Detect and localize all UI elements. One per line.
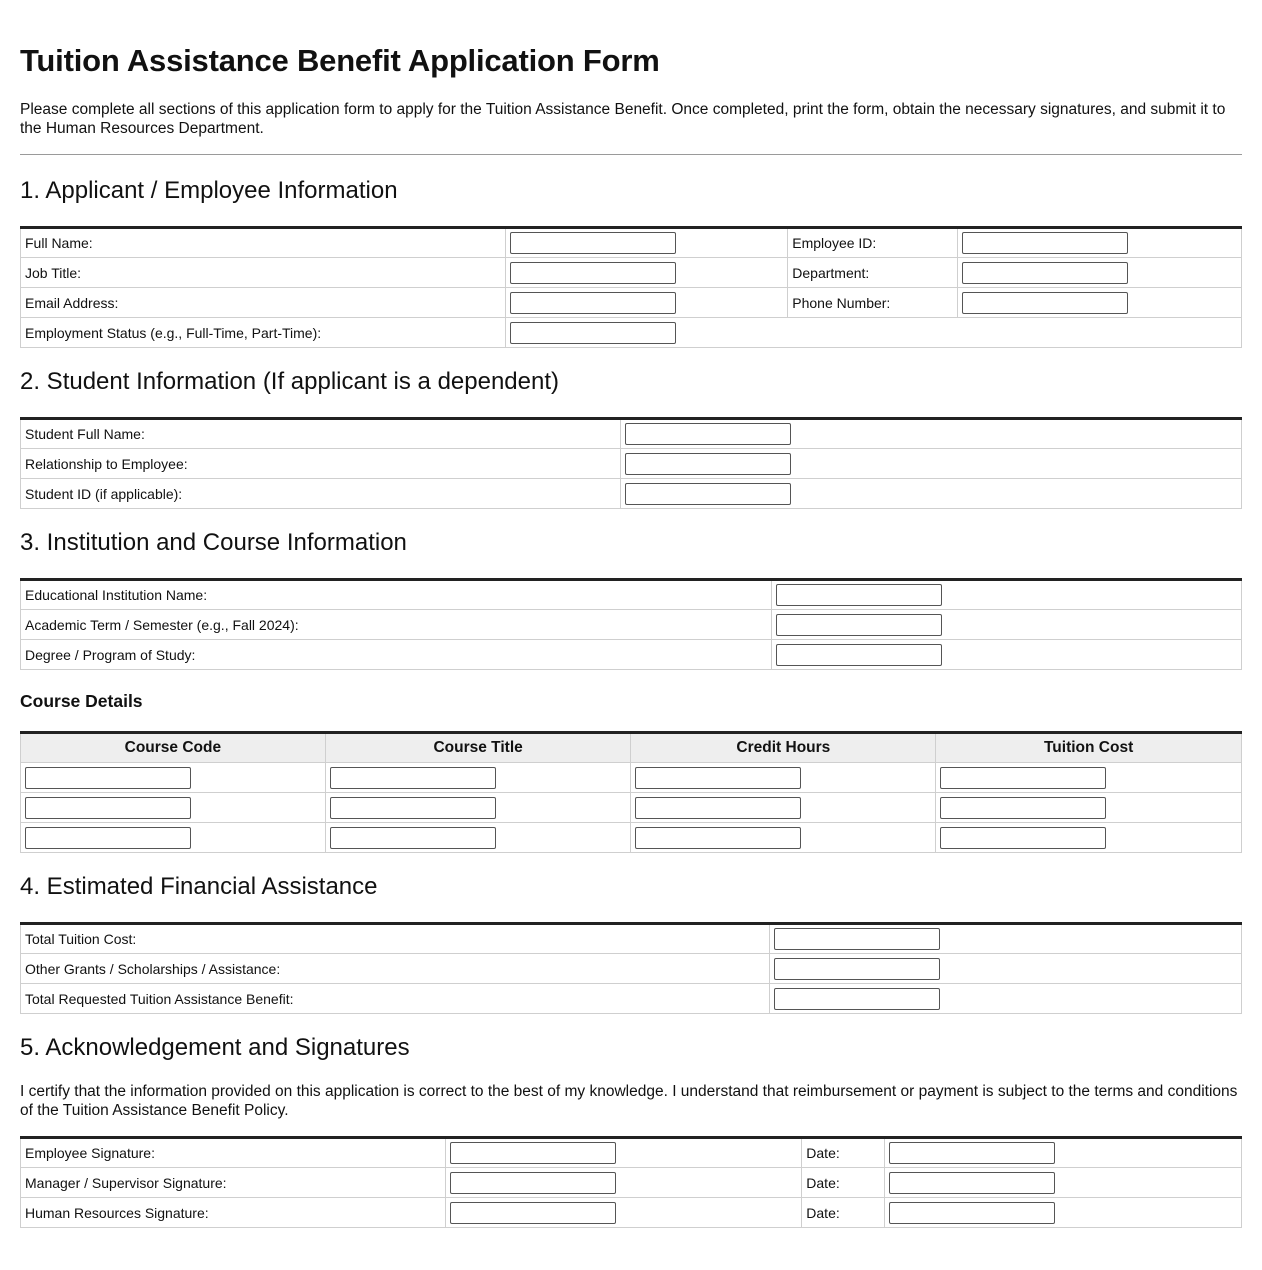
section-5-heading: 5. Acknowledgement and Signatures <box>20 1034 410 1061</box>
course-details-table <box>20 731 1242 853</box>
credit-hours-input[interactable] <box>635 827 801 849</box>
table-row <box>21 954 1242 984</box>
tuition-cost-input[interactable] <box>940 767 1106 789</box>
employee-id-label: Employee ID: <box>788 228 958 258</box>
job-title-input[interactable] <box>510 262 676 284</box>
other-grants-input[interactable] <box>774 958 940 980</box>
section-2-heading: 2. Student Information (If applicant is a dependent) <box>20 368 560 395</box>
section-1-heading: 1. Applicant / Employee Information <box>20 177 398 204</box>
table-row <box>21 984 1242 1014</box>
employment-status-label: Employment Status (e.g., Full-Time, Part-Time): <box>21 318 506 348</box>
hr-signature-input[interactable] <box>450 1202 616 1224</box>
column-header-credit-hours: Credit Hours <box>631 733 936 763</box>
table-row <box>21 640 1242 670</box>
institution-label: Educational Institution Name: <box>21 580 772 610</box>
column-header-course-code: Course Code <box>21 733 326 763</box>
course-code-input[interactable] <box>25 767 191 789</box>
column-header-course-title: Course Title <box>325 733 631 763</box>
employee-signature-input[interactable] <box>450 1142 616 1164</box>
table-row <box>21 1198 1242 1228</box>
student-info-table <box>20 417 1242 509</box>
manager-date-input[interactable] <box>889 1172 1055 1194</box>
total-tuition-cost-label: Total Tuition Cost: <box>21 924 770 954</box>
degree-label: Degree / Program of Study: <box>21 640 772 670</box>
date-label: Date: <box>802 1198 885 1228</box>
total-requested-label: Total Requested Tuition Assistance Benefit: <box>21 984 770 1014</box>
employee-date-input[interactable] <box>889 1142 1055 1164</box>
institution-info-table <box>20 578 1242 670</box>
table-row <box>21 763 1242 793</box>
employee-signature-label: Employee Signature: <box>21 1138 446 1168</box>
student-id-label: Student ID (if applicable): <box>21 479 621 509</box>
credit-hours-input[interactable] <box>635 797 801 819</box>
signatures-table <box>20 1136 1242 1228</box>
table-row <box>21 1168 1242 1198</box>
column-header-tuition-cost: Tuition Cost <box>936 733 1242 763</box>
email-input[interactable] <box>510 292 676 314</box>
table-row <box>21 580 1242 610</box>
table-row <box>21 228 1242 258</box>
hr-signature-label: Human Resources Signature: <box>21 1198 446 1228</box>
hr-date-input[interactable] <box>889 1202 1055 1224</box>
table-row <box>21 823 1242 853</box>
table-row <box>21 793 1242 823</box>
financial-assistance-table <box>20 922 1242 1014</box>
table-row <box>21 479 1242 509</box>
course-title-input[interactable] <box>330 797 496 819</box>
table-row <box>21 1138 1242 1168</box>
table-row <box>21 419 1242 449</box>
relationship-label: Relationship to Employee: <box>21 449 621 479</box>
department-label: Department: <box>788 258 958 288</box>
table-row <box>21 288 1242 318</box>
degree-input[interactable] <box>776 644 942 666</box>
table-row <box>21 924 1242 954</box>
page-title: Tuition Assistance Benefit Application Form <box>20 43 660 78</box>
employee-id-input[interactable] <box>962 232 1128 254</box>
date-label: Date: <box>802 1168 885 1198</box>
course-details-heading: Course Details <box>20 691 143 711</box>
total-tuition-cost-input[interactable] <box>774 928 940 950</box>
other-grants-label: Other Grants / Scholarships / Assistance: <box>21 954 770 984</box>
table-row <box>21 258 1242 288</box>
course-code-input[interactable] <box>25 827 191 849</box>
manager-signature-input[interactable] <box>450 1172 616 1194</box>
full-name-label: Full Name: <box>21 228 506 258</box>
student-name-input[interactable] <box>625 423 791 445</box>
total-requested-input[interactable] <box>774 988 940 1010</box>
term-label: Academic Term / Semester (e.g., Fall 2024): <box>21 610 772 640</box>
email-label: Email Address: <box>21 288 506 318</box>
term-input[interactable] <box>776 614 942 636</box>
student-id-input[interactable] <box>625 483 791 505</box>
section-4-heading: 4. Estimated Financial Assistance <box>20 873 378 900</box>
department-input[interactable] <box>962 262 1128 284</box>
table-row <box>21 449 1242 479</box>
table-header-row <box>21 733 1242 763</box>
manager-signature-label: Manager / Supervisor Signature: <box>21 1168 446 1198</box>
full-name-input[interactable] <box>510 232 676 254</box>
employment-status-input[interactable] <box>510 322 676 344</box>
certification-text: I certify that the information provided on this application is correct to the best of my knowledge. I understand that reimbursement or payment is subject to the terms and conditions of the Tuition Assistance Benefit Policy. <box>20 1083 1238 1119</box>
institution-input[interactable] <box>776 584 942 606</box>
student-name-label: Student Full Name: <box>21 419 621 449</box>
credit-hours-input[interactable] <box>635 767 801 789</box>
course-code-input[interactable] <box>25 797 191 819</box>
relationship-input[interactable] <box>625 453 791 475</box>
tuition-cost-input[interactable] <box>940 827 1106 849</box>
table-row <box>21 610 1242 640</box>
course-title-input[interactable] <box>330 767 496 789</box>
job-title-label: Job Title: <box>21 258 506 288</box>
date-label: Date: <box>802 1138 885 1168</box>
course-title-input[interactable] <box>330 827 496 849</box>
header-divider <box>20 154 1242 155</box>
tuition-cost-input[interactable] <box>940 797 1106 819</box>
phone-input[interactable] <box>962 292 1128 314</box>
form-intro: Please complete all sections of this application form to apply for the Tuition Assistance Benefit. Once completed, print the form, obtain the necessary signatures, and submit it to the Human Resources Department. <box>20 101 1226 137</box>
phone-label: Phone Number: <box>788 288 958 318</box>
section-3-heading: 3. Institution and Course Information <box>20 529 407 556</box>
applicant-info-table <box>20 226 1242 348</box>
table-row <box>21 318 1242 348</box>
